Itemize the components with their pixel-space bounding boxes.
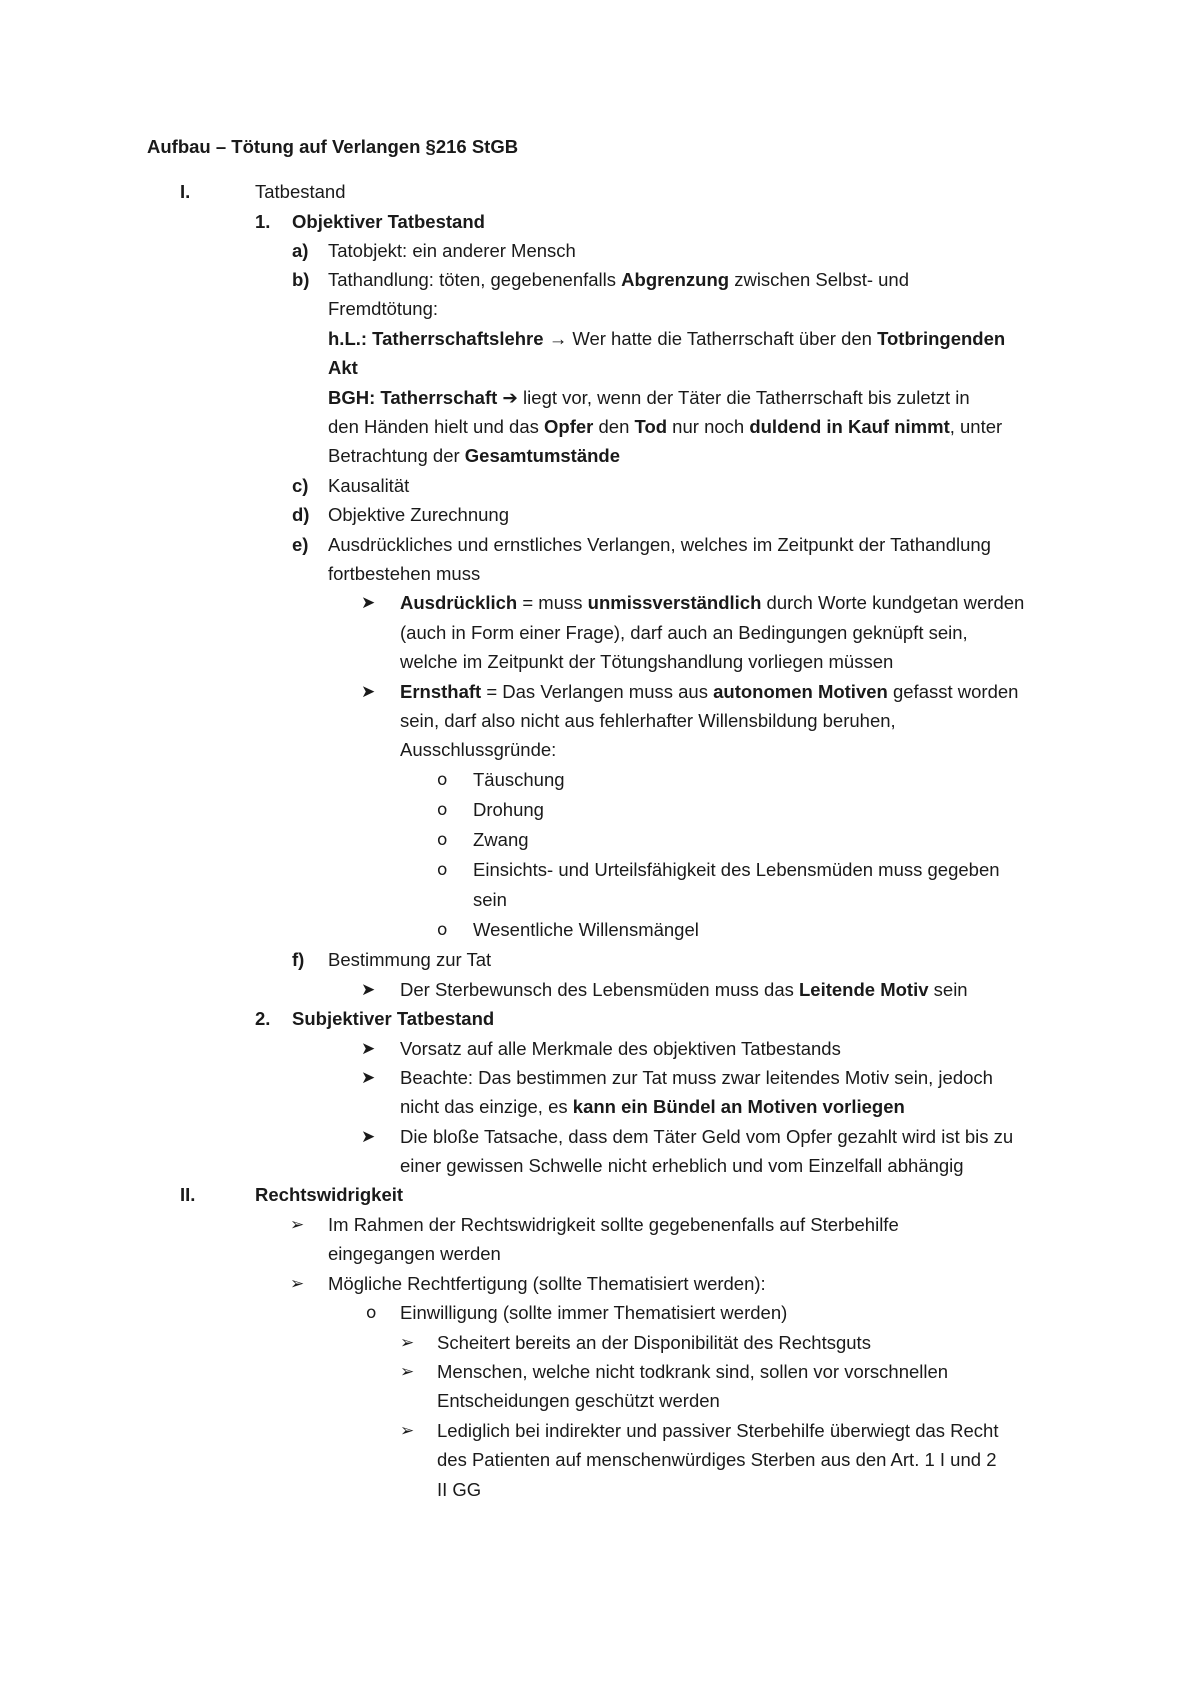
text-line bbox=[473, 768, 565, 792]
text-line bbox=[400, 1066, 993, 1090]
text-segment: Vorsatz auf alle Merkmale des objektiven Tatbestands bbox=[400, 1038, 841, 1059]
text-line bbox=[328, 297, 438, 321]
text-line bbox=[400, 1095, 905, 1119]
text-segment: Ausdrückliches und ernstliches Verlangen, welches im Zeitpunkt der Tathandlung bbox=[328, 534, 991, 555]
list-marker: c) bbox=[292, 475, 309, 496]
text-line bbox=[400, 1125, 1013, 1149]
text-line bbox=[328, 386, 970, 410]
text-segment: Menschen, welche nicht todkrank sind, sollen vor vorschnellen bbox=[437, 1361, 949, 1382]
text-line bbox=[400, 621, 968, 645]
list-marker: f) bbox=[292, 949, 305, 970]
text-segment: Betrachtung der bbox=[328, 445, 465, 466]
text-segment: den Händen hielt und das bbox=[328, 416, 545, 437]
bold-text: unmissverständlich bbox=[587, 592, 762, 613]
text-segment: fortbestehen muss bbox=[328, 563, 481, 584]
text-segment: Wesentliche Willensmängel bbox=[473, 919, 699, 940]
list-marker: 2. bbox=[255, 1008, 271, 1029]
bold-text: ➔ bbox=[502, 387, 518, 408]
text-segment: sein bbox=[928, 979, 968, 1000]
bold-text: Opfer bbox=[544, 416, 594, 437]
bold-text: duldend in Kauf nimmt bbox=[749, 416, 950, 437]
bold-text: Gesamtumstände bbox=[464, 445, 621, 466]
text-segment: Fremdtötung: bbox=[328, 298, 439, 319]
text-line bbox=[328, 1213, 899, 1237]
text-segment: Der Sterbewunsch des Lebensmüden muss das bbox=[400, 979, 799, 1000]
text-line bbox=[328, 415, 1002, 439]
text-segment: liegt vor, wenn der Täter die Tatherrschaft bis zuletzt in bbox=[517, 387, 970, 408]
text-segment: Drohung bbox=[473, 799, 544, 820]
bold-text: kann ein Bündel an Motiven vorliegen bbox=[572, 1096, 905, 1117]
list-marker: b) bbox=[292, 269, 310, 290]
text-line bbox=[292, 210, 485, 234]
text-segment: Zwang bbox=[473, 829, 529, 850]
arrow-bullet-icon: ➤ bbox=[361, 1068, 376, 1087]
bold-text: Ausdrücklich bbox=[400, 592, 518, 613]
arrow-bullet-icon: ➤ bbox=[361, 1127, 376, 1146]
text-line bbox=[400, 978, 968, 1002]
text-segment: einer gewissen Schwelle nicht erheblich und vom Einzelfall abhängig bbox=[400, 1155, 964, 1176]
bold-text: Subjektiver Tatbestand bbox=[292, 1008, 495, 1029]
text-segment: eingegangen werden bbox=[328, 1243, 501, 1264]
circle-bullet-icon: o bbox=[366, 1303, 377, 1323]
bold-text: Leitende Motiv bbox=[799, 979, 929, 1000]
text-segment: welche im Zeitpunkt der Tötungshandlung vorliegen müssen bbox=[400, 651, 894, 672]
text-segment: → bbox=[548, 328, 568, 349]
text-segment: den bbox=[593, 416, 635, 437]
bold-text: BGH: Tatherrschaft bbox=[328, 387, 503, 408]
text-line bbox=[328, 239, 576, 263]
text-line bbox=[437, 1448, 996, 1472]
text-segment: Kausalität bbox=[328, 475, 410, 496]
bold-text: Abgrenzung bbox=[621, 269, 730, 290]
bold-text: Akt bbox=[328, 357, 358, 378]
text-segment: = muss bbox=[517, 592, 588, 613]
text-segment: Wer hatte die Tatherrschaft über den bbox=[567, 328, 878, 349]
arrow-bullet-icon: ➢ bbox=[400, 1421, 415, 1440]
circle-bullet-icon: o bbox=[437, 800, 448, 820]
list-marker: e) bbox=[292, 534, 309, 555]
text-line bbox=[400, 680, 1018, 704]
arrow-bullet-icon: ➤ bbox=[361, 1039, 376, 1058]
text-segment: Lediglich bei indirekter und passiver Sterbehilfe überwiegt das Recht bbox=[437, 1420, 999, 1441]
text-line bbox=[400, 709, 896, 733]
text-segment: II GG bbox=[437, 1479, 482, 1500]
text-line bbox=[292, 1007, 494, 1031]
bold-text: Aufbau – Tötung auf Verlangen §216 StGB bbox=[147, 136, 519, 157]
text-line bbox=[400, 650, 893, 674]
text-line bbox=[400, 738, 556, 762]
list-marker: a) bbox=[292, 240, 309, 261]
circle-bullet-icon: o bbox=[437, 920, 448, 940]
text-line bbox=[328, 1272, 766, 1296]
text-segment: Entscheidungen geschützt werden bbox=[437, 1390, 720, 1411]
text-segment: Im Rahmen der Rechtswidrigkeit sollte gegebenenfalls auf Sterbehilfe bbox=[328, 1214, 899, 1235]
text-segment: durch Worte kundgetan werden bbox=[761, 592, 1025, 613]
text-line bbox=[328, 444, 620, 468]
text-segment: Bestimmung zur Tat bbox=[328, 949, 492, 970]
text-line bbox=[437, 1389, 720, 1413]
text-line bbox=[473, 888, 507, 912]
text-line bbox=[328, 503, 509, 527]
text-line bbox=[255, 180, 346, 204]
text-segment: = Das Verlangen muss aus bbox=[481, 681, 714, 702]
bold-text: autonomen Motiven bbox=[713, 681, 888, 702]
arrow-bullet-icon: ➤ bbox=[361, 980, 376, 999]
text-segment: Tathandlung: töten, gegebenenfalls bbox=[328, 269, 622, 290]
text-segment: sein, darf also nicht aus fehlerhafter Willensbildung beruhen, bbox=[400, 710, 896, 731]
text-segment: , unter bbox=[949, 416, 1003, 437]
circle-bullet-icon: o bbox=[437, 860, 448, 880]
text-segment: zwischen Selbst- und bbox=[729, 269, 910, 290]
text-line bbox=[400, 1154, 964, 1178]
text-line bbox=[328, 1242, 501, 1266]
text-line bbox=[400, 1037, 841, 1061]
text-line bbox=[473, 798, 544, 822]
arrow-bullet-icon: ➤ bbox=[361, 682, 376, 701]
text-segment: Ausschlussgründe: bbox=[400, 739, 557, 760]
text-segment: sein bbox=[473, 889, 507, 910]
text-line bbox=[328, 268, 909, 292]
text-segment: nicht das einzige, es bbox=[400, 1096, 573, 1117]
text-segment: Einwilligung (sollte immer Thematisiert werden) bbox=[400, 1302, 788, 1323]
list-marker: I. bbox=[180, 181, 191, 202]
arrow-bullet-icon: ➢ bbox=[400, 1333, 415, 1352]
text-segment: nur noch bbox=[667, 416, 750, 437]
text-segment: Objektive Zurechnung bbox=[328, 504, 509, 525]
bold-text: Objektiver Tatbestand bbox=[292, 211, 485, 232]
arrow-bullet-icon: ➢ bbox=[290, 1274, 305, 1293]
text-segment: Einsichts- und Urteilsfähigkeit des Lebensmüden muss gegeben bbox=[473, 859, 1000, 880]
text-line bbox=[437, 1419, 999, 1443]
list-marker: II. bbox=[180, 1184, 196, 1205]
text-segment: Tatobjekt: ein anderer Mensch bbox=[328, 240, 576, 261]
text-line bbox=[328, 562, 480, 586]
arrow-bullet-icon: ➢ bbox=[400, 1362, 415, 1381]
bold-text: Rechtswidrigkeit bbox=[255, 1184, 404, 1205]
text-segment: (auch in Form einer Frage), darf auch an Bedingungen geknüpft sein, bbox=[400, 622, 968, 643]
text-line bbox=[473, 918, 699, 942]
list-marker: d) bbox=[292, 504, 310, 525]
bold-text: Ernsthaft bbox=[400, 681, 482, 702]
arrow-bullet-icon: ➤ bbox=[361, 593, 376, 612]
text-line bbox=[400, 591, 1024, 615]
text-segment: Beachte: Das bestimmen zur Tat muss zwar leitendes Motiv sein, jedoch bbox=[400, 1067, 993, 1088]
text-line bbox=[255, 1183, 403, 1207]
text-line bbox=[437, 1478, 481, 1502]
bold-text: Tod bbox=[634, 416, 668, 437]
circle-bullet-icon: o bbox=[437, 770, 448, 790]
text-line bbox=[437, 1360, 948, 1384]
text-segment: Die bloße Tatsache, dass dem Täter Geld vom Opfer gezahlt wird ist bis zu bbox=[400, 1126, 1014, 1147]
text-line bbox=[437, 1331, 871, 1355]
arrow-bullet-icon: ➢ bbox=[290, 1215, 305, 1234]
text-line bbox=[473, 828, 529, 852]
text-line bbox=[328, 533, 991, 557]
page-title bbox=[147, 135, 518, 159]
bold-text: h.L.: Tatherrschaftslehre bbox=[328, 328, 549, 349]
text-line bbox=[328, 474, 409, 498]
text-line bbox=[328, 356, 358, 380]
text-segment: Täuschung bbox=[473, 769, 565, 790]
text-line bbox=[473, 858, 1000, 882]
text-segment: gefasst worden bbox=[887, 681, 1019, 702]
text-line bbox=[328, 948, 491, 972]
circle-bullet-icon: o bbox=[437, 830, 448, 850]
text-segment: Tatbestand bbox=[255, 181, 346, 202]
text-line bbox=[328, 327, 1005, 351]
list-marker: 1. bbox=[255, 211, 271, 232]
text-segment: des Patienten auf menschenwürdiges Sterben aus den Art. 1 I und 2 bbox=[437, 1449, 997, 1470]
text-segment: Mögliche Rechtfertigung (sollte Thematisiert werden): bbox=[328, 1273, 766, 1294]
text-line bbox=[400, 1301, 787, 1325]
text-segment: Scheitert bereits an der Disponibilität des Rechtsguts bbox=[437, 1332, 871, 1353]
bold-text: Totbringenden bbox=[877, 328, 1006, 349]
